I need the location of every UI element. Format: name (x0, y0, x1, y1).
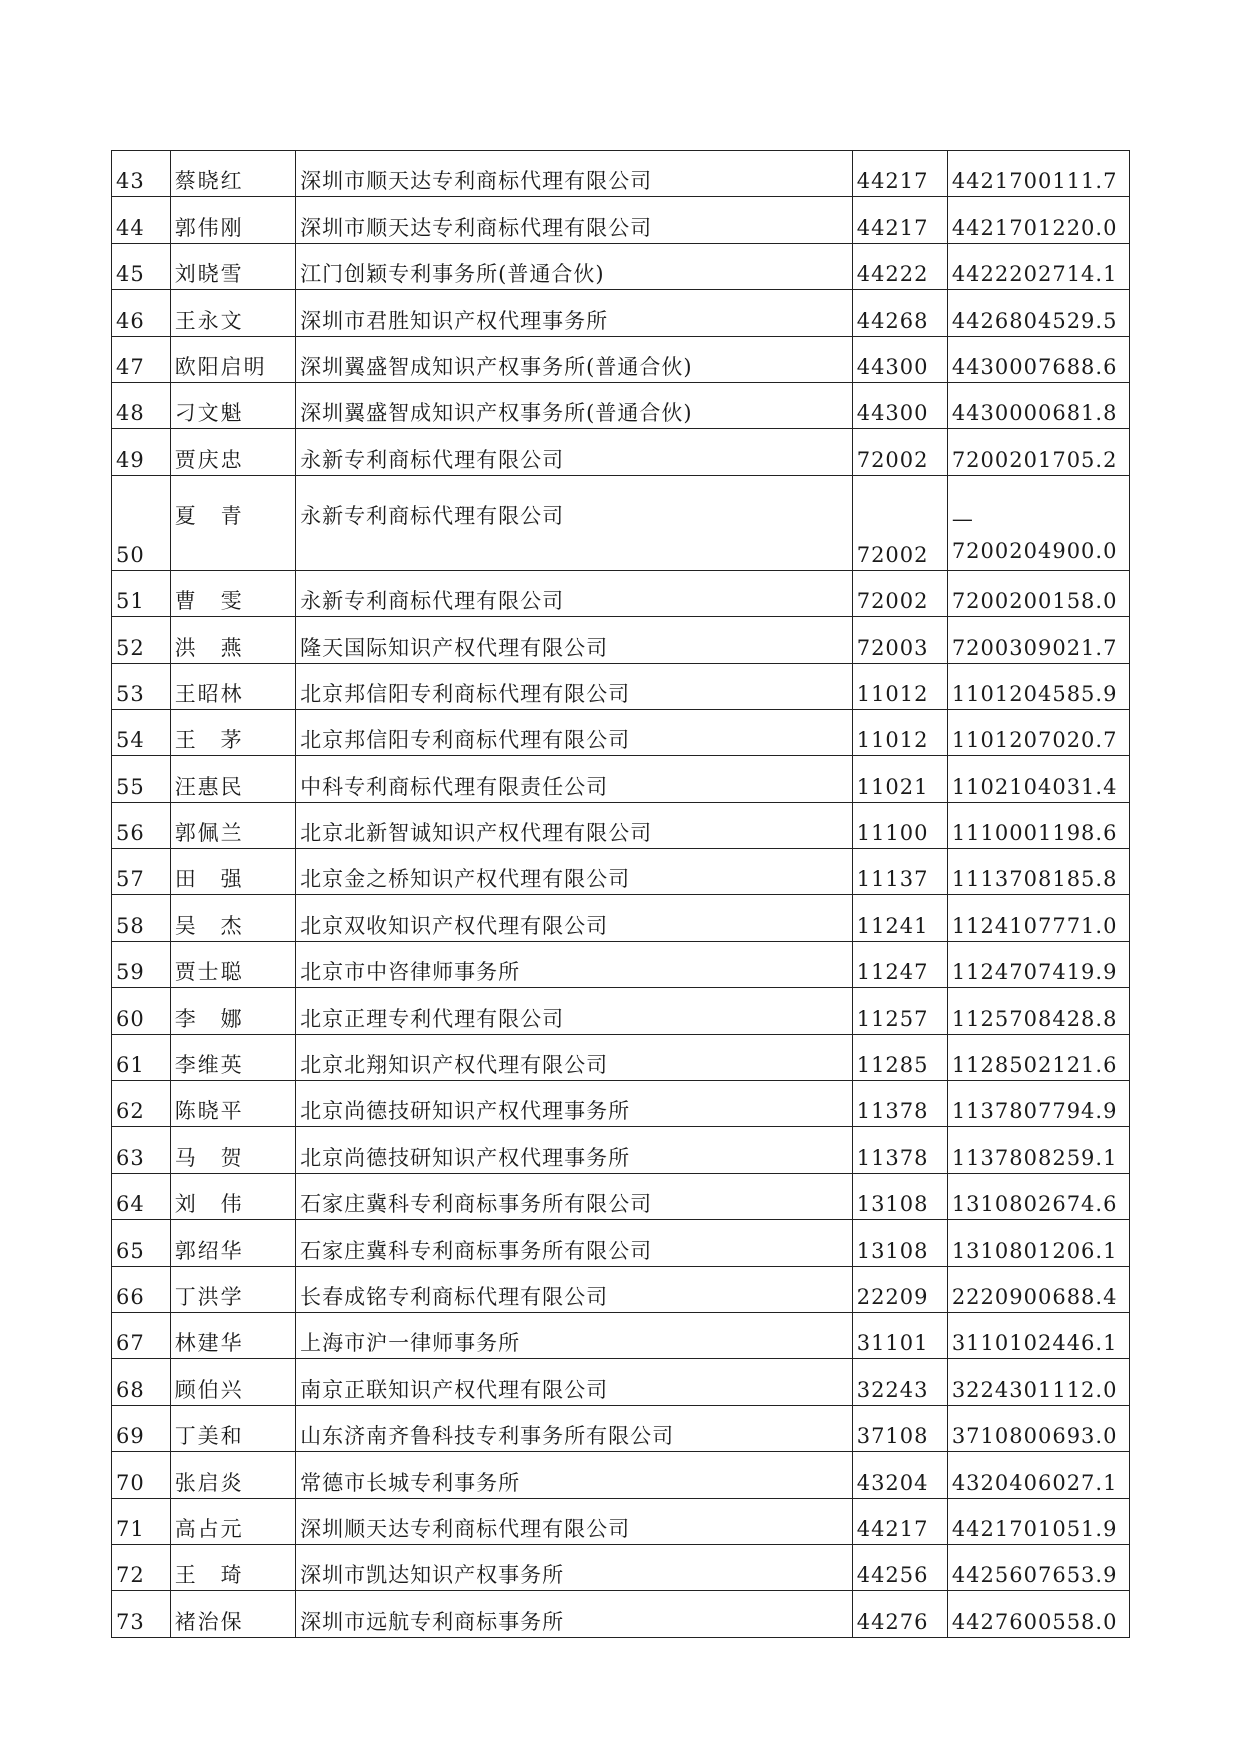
agency-code-cell: 44276 (852, 1591, 947, 1637)
agent-name-cell: 贾士聪 (170, 941, 295, 987)
license-number-cell: 7200200158.0 (947, 570, 1129, 616)
license-number-cell: 1124707419.9 (947, 941, 1129, 987)
agent-name-cell: 郭佩兰 (170, 802, 295, 848)
agency-name-cell: 北京北新智诚知识产权代理有限公司 (296, 802, 853, 848)
license-number-cell: 3110102446.1 (947, 1312, 1129, 1358)
agency-code-cell: 11021 (852, 756, 947, 802)
table-row (112, 1220, 1130, 1266)
table-row (112, 802, 1130, 848)
agent-name-cell: 王 茅 (170, 709, 295, 755)
table-row (112, 197, 1130, 243)
agency-code-cell: 72002 (852, 429, 947, 475)
agency-code-cell: 11100 (852, 802, 947, 848)
row-number-cell: 67 (112, 1312, 171, 1358)
license-number-cell: 4421700111.7 (947, 151, 1129, 197)
license-number-cell: 3224301112.0 (947, 1359, 1129, 1405)
agent-name-cell: 欧阳启明 (170, 336, 295, 382)
row-number-cell: 72 (112, 1544, 171, 1590)
license-number-cell: 1310801206.1 (947, 1220, 1129, 1266)
agency-code-cell: 13108 (852, 1220, 947, 1266)
agent-name-cell: 张启炎 (170, 1452, 295, 1498)
agency-name-cell: 北京尚德技研知识产权代理事务所 (296, 1127, 853, 1173)
license-number-cell: 1128502121.6 (947, 1034, 1129, 1080)
agency-code-cell: 11012 (852, 709, 947, 755)
license-number-cell: 1113708185.8 (947, 849, 1129, 895)
agency-code-cell: 72003 (852, 617, 947, 663)
agent-name-cell: 林建华 (170, 1312, 295, 1358)
row-number-cell: 46 (112, 290, 171, 336)
table-row (112, 709, 1130, 755)
row-number-cell: 62 (112, 1081, 171, 1127)
table-row (112, 151, 1130, 197)
agency-name-cell: 南京正联知识产权代理有限公司 (296, 1359, 853, 1405)
row-number-cell: 50 (112, 475, 171, 570)
table-body (112, 151, 1130, 1638)
table-row (112, 243, 1130, 289)
agency-name-cell: 中科专利商标代理有限责任公司 (296, 756, 853, 802)
agent-name-cell: 丁洪学 (170, 1266, 295, 1312)
agency-name-cell: 常德市长城专利事务所 (296, 1452, 853, 1498)
license-number: 7200204900.0 (951, 538, 1118, 563)
agency-name-cell: 深圳翼盛智成知识产权事务所(普通合伙) (296, 336, 853, 382)
agent-name-cell: 汪惠民 (170, 756, 295, 802)
agency-code-cell: 11012 (852, 663, 947, 709)
agent-name-cell: 吴 杰 (170, 895, 295, 941)
agency-name-cell: 北京邦信阳专利商标代理有限公司 (296, 663, 853, 709)
table-row (112, 429, 1130, 475)
agency-code-cell: 11137 (852, 849, 947, 895)
row-number-cell: 60 (112, 988, 171, 1034)
agency-name-cell: 北京北翔知识产权代理有限公司 (296, 1034, 853, 1080)
agency-name-cell: 北京双收知识产权代理有限公司 (296, 895, 853, 941)
row-number-cell: 49 (112, 429, 171, 475)
agency-name-cell: 山东济南齐鲁科技专利事务所有限公司 (296, 1405, 853, 1451)
agency-code-cell: 44217 (852, 151, 947, 197)
table-row (112, 617, 1130, 663)
agent-name-cell: 陈晓平 (170, 1081, 295, 1127)
row-number-cell: 52 (112, 617, 171, 663)
agency-code-cell: 11378 (852, 1127, 947, 1173)
row-number-cell: 44 (112, 197, 171, 243)
agency-name-cell: 北京邦信阳专利商标代理有限公司 (296, 709, 853, 755)
table-row (112, 1591, 1130, 1637)
agent-name-cell: 刘晓雪 (170, 243, 295, 289)
agency-name-cell: 北京正理专利代理有限公司 (296, 988, 853, 1034)
table-row (112, 1359, 1130, 1405)
agency-name-cell: 深圳市顺天达专利商标代理有限公司 (296, 151, 853, 197)
agent-name-cell: 王 琦 (170, 1544, 295, 1590)
table-row (112, 1173, 1130, 1219)
agency-name-cell: 隆天国际知识产权代理有限公司 (296, 617, 853, 663)
agency-code-cell: 44268 (852, 290, 947, 336)
row-number-cell: 66 (112, 1266, 171, 1312)
table-row (112, 290, 1130, 336)
agency-code-cell: 11285 (852, 1034, 947, 1080)
table-row (112, 1266, 1130, 1312)
agency-code-cell: 72002 (852, 475, 947, 570)
agency-name-cell: 永新专利商标代理有限公司 (296, 475, 853, 570)
agency-code-cell: 11247 (852, 941, 947, 987)
agency-name-cell: 石家庄冀科专利商标事务所有限公司 (296, 1220, 853, 1266)
table-row (112, 336, 1130, 382)
row-number-cell: 47 (112, 336, 171, 382)
agent-name-cell: 曹 雯 (170, 570, 295, 616)
agency-code-cell: 44256 (852, 1544, 947, 1590)
agency-code-cell: 44217 (852, 197, 947, 243)
agent-name-cell: 马 贺 (170, 1127, 295, 1173)
agency-name-cell: 北京金之桥知识产权代理有限公司 (296, 849, 853, 895)
agency-code-cell: 43204 (852, 1452, 947, 1498)
license-number-cell: 4425607653.9 (947, 1544, 1129, 1590)
row-number-cell: 48 (112, 382, 171, 428)
license-number-cell: 1125708428.8 (947, 988, 1129, 1034)
table-row (112, 895, 1130, 941)
license-number-cell: 2220900688.4 (947, 1266, 1129, 1312)
license-number-cell: 1110001198.6 (947, 802, 1129, 848)
agent-name-cell: 李维英 (170, 1034, 295, 1080)
license-number-cell: 1101204585.9 (947, 663, 1129, 709)
agent-name-cell: 田 强 (170, 849, 295, 895)
agency-code-cell: 44300 (852, 382, 947, 428)
row-number-cell: 53 (112, 663, 171, 709)
agent-name-cell: 李 娜 (170, 988, 295, 1034)
table-row (112, 1081, 1130, 1127)
agency-name-cell: 上海市沪一律师事务所 (296, 1312, 853, 1358)
agency-name-cell: 深圳顺天达专利商标代理有限公司 (296, 1498, 853, 1544)
table-row (112, 382, 1130, 428)
agency-code-cell: 37108 (852, 1405, 947, 1451)
row-number-cell: 54 (112, 709, 171, 755)
row-number-cell: 65 (112, 1220, 171, 1266)
license-number-cell: 4421701220.0 (947, 197, 1129, 243)
agent-name-cell: 洪 燕 (170, 617, 295, 663)
license-number-cell: 4426804529.5 (947, 290, 1129, 336)
agent-name-cell: 蔡晓红 (170, 151, 295, 197)
table-row (112, 988, 1130, 1034)
license-number-cell: 4427600558.0 (947, 1591, 1129, 1637)
table-row (112, 570, 1130, 616)
license-number-cell: 3710800693.0 (947, 1405, 1129, 1451)
table-row (112, 1544, 1130, 1590)
agency-name-cell: 石家庄冀科专利商标事务所有限公司 (296, 1173, 853, 1219)
agency-name-cell: 深圳市君胜知识产权代理事务所 (296, 290, 853, 336)
table-row (112, 941, 1130, 987)
table-row (112, 1312, 1130, 1358)
table-row (112, 849, 1130, 895)
row-number-cell: 70 (112, 1452, 171, 1498)
row-number-cell: 64 (112, 1173, 171, 1219)
license-number-cell: 7200309021.7 (947, 617, 1129, 663)
table-row (112, 756, 1130, 802)
agent-name-cell: 丁美和 (170, 1405, 295, 1451)
agent-name-cell: 夏 青 (170, 475, 295, 570)
table-row (112, 1498, 1130, 1544)
agency-name-cell: 长春成铭专利商标代理有限公司 (296, 1266, 853, 1312)
agent-name-cell: 褚治保 (170, 1591, 295, 1637)
license-number-cell: 1102104031.4 (947, 756, 1129, 802)
license-number-cell: 4422202714.1 (947, 243, 1129, 289)
agency-name-cell: 北京尚德技研知识产权代理事务所 (296, 1081, 853, 1127)
agency-name-cell: 深圳市凯达知识产权事务所 (296, 1544, 853, 1590)
table-row (112, 1127, 1130, 1173)
agency-name-cell: 永新专利商标代理有限公司 (296, 429, 853, 475)
license-number-cell: 1137807794.9 (947, 1081, 1129, 1127)
agency-code-cell: 44217 (852, 1498, 947, 1544)
row-number-cell: 73 (112, 1591, 171, 1637)
agency-name-cell: 深圳市远航专利商标事务所 (296, 1591, 853, 1637)
license-number-cell: 1101207020.7 (947, 709, 1129, 755)
license-number-cell: 7200201705.2 (947, 429, 1129, 475)
agent-name-cell: 郭绍华 (170, 1220, 295, 1266)
row-number-cell: 57 (112, 849, 171, 895)
row-number-cell: 71 (112, 1498, 171, 1544)
license-number-cell: 4320406027.1 (947, 1452, 1129, 1498)
agency-name-cell: 深圳翼盛智成知识产权事务所(普通合伙) (296, 382, 853, 428)
agent-name-cell: 刁文魁 (170, 382, 295, 428)
agency-name-cell: 深圳市顺天达专利商标代理有限公司 (296, 197, 853, 243)
table-row (112, 663, 1130, 709)
row-number-cell: 55 (112, 756, 171, 802)
agency-code-cell: 31101 (852, 1312, 947, 1358)
agency-code-cell: 44222 (852, 243, 947, 289)
license-number-cell: 1310802674.6 (947, 1173, 1129, 1219)
agency-name-cell: 北京市中咨律师事务所 (296, 941, 853, 987)
agency-code-cell: 22209 (852, 1266, 947, 1312)
table-row (112, 1452, 1130, 1498)
agent-name-cell: 王昭林 (170, 663, 295, 709)
agency-code-cell: 11241 (852, 895, 947, 941)
agency-code-cell: 72002 (852, 570, 947, 616)
row-number-cell: 58 (112, 895, 171, 941)
agency-name-cell: 永新专利商标代理有限公司 (296, 570, 853, 616)
agency-name-cell: 江门创颖专利事务所(普通合伙) (296, 243, 853, 289)
table-row (112, 1034, 1130, 1080)
license-number-cell: 4430007688.6 (947, 336, 1129, 382)
agent-name-cell: 高占元 (170, 1498, 295, 1544)
license-number-cell: 1124107771.0 (947, 895, 1129, 941)
row-number-cell: 43 (112, 151, 171, 197)
row-number-cell: 63 (112, 1127, 171, 1173)
agency-code-cell: 11257 (852, 988, 947, 1034)
agent-list-table (111, 150, 1130, 1638)
table-row (112, 475, 1130, 570)
agent-name-cell: 贾庆忠 (170, 429, 295, 475)
license-number-cell (947, 475, 1129, 570)
row-number-cell: 61 (112, 1034, 171, 1080)
row-number-cell: 45 (112, 243, 171, 289)
table-row (112, 1405, 1130, 1451)
agency-code-cell: 11378 (852, 1081, 947, 1127)
license-number-cell: 4421701051.9 (947, 1498, 1129, 1544)
agent-name-cell: 刘 伟 (170, 1173, 295, 1219)
license-number-cell: 4430000681.8 (947, 382, 1129, 428)
row-number-cell: 59 (112, 941, 171, 987)
agent-name-cell: 王永文 (170, 290, 295, 336)
row-number-cell: 51 (112, 570, 171, 616)
license-number-cell: 1137808259.1 (947, 1127, 1129, 1173)
agency-code-cell: 32243 (852, 1359, 947, 1405)
row-number-cell: 56 (112, 802, 171, 848)
agency-code-cell: 13108 (852, 1173, 947, 1219)
row-number-cell: 68 (112, 1359, 171, 1405)
row-number-cell: 69 (112, 1405, 171, 1451)
license-prefix-dash: — (951, 506, 974, 531)
agency-code-cell: 44300 (852, 336, 947, 382)
agent-name-cell: 顾伯兴 (170, 1359, 295, 1405)
agent-name-cell: 郭伟刚 (170, 197, 295, 243)
